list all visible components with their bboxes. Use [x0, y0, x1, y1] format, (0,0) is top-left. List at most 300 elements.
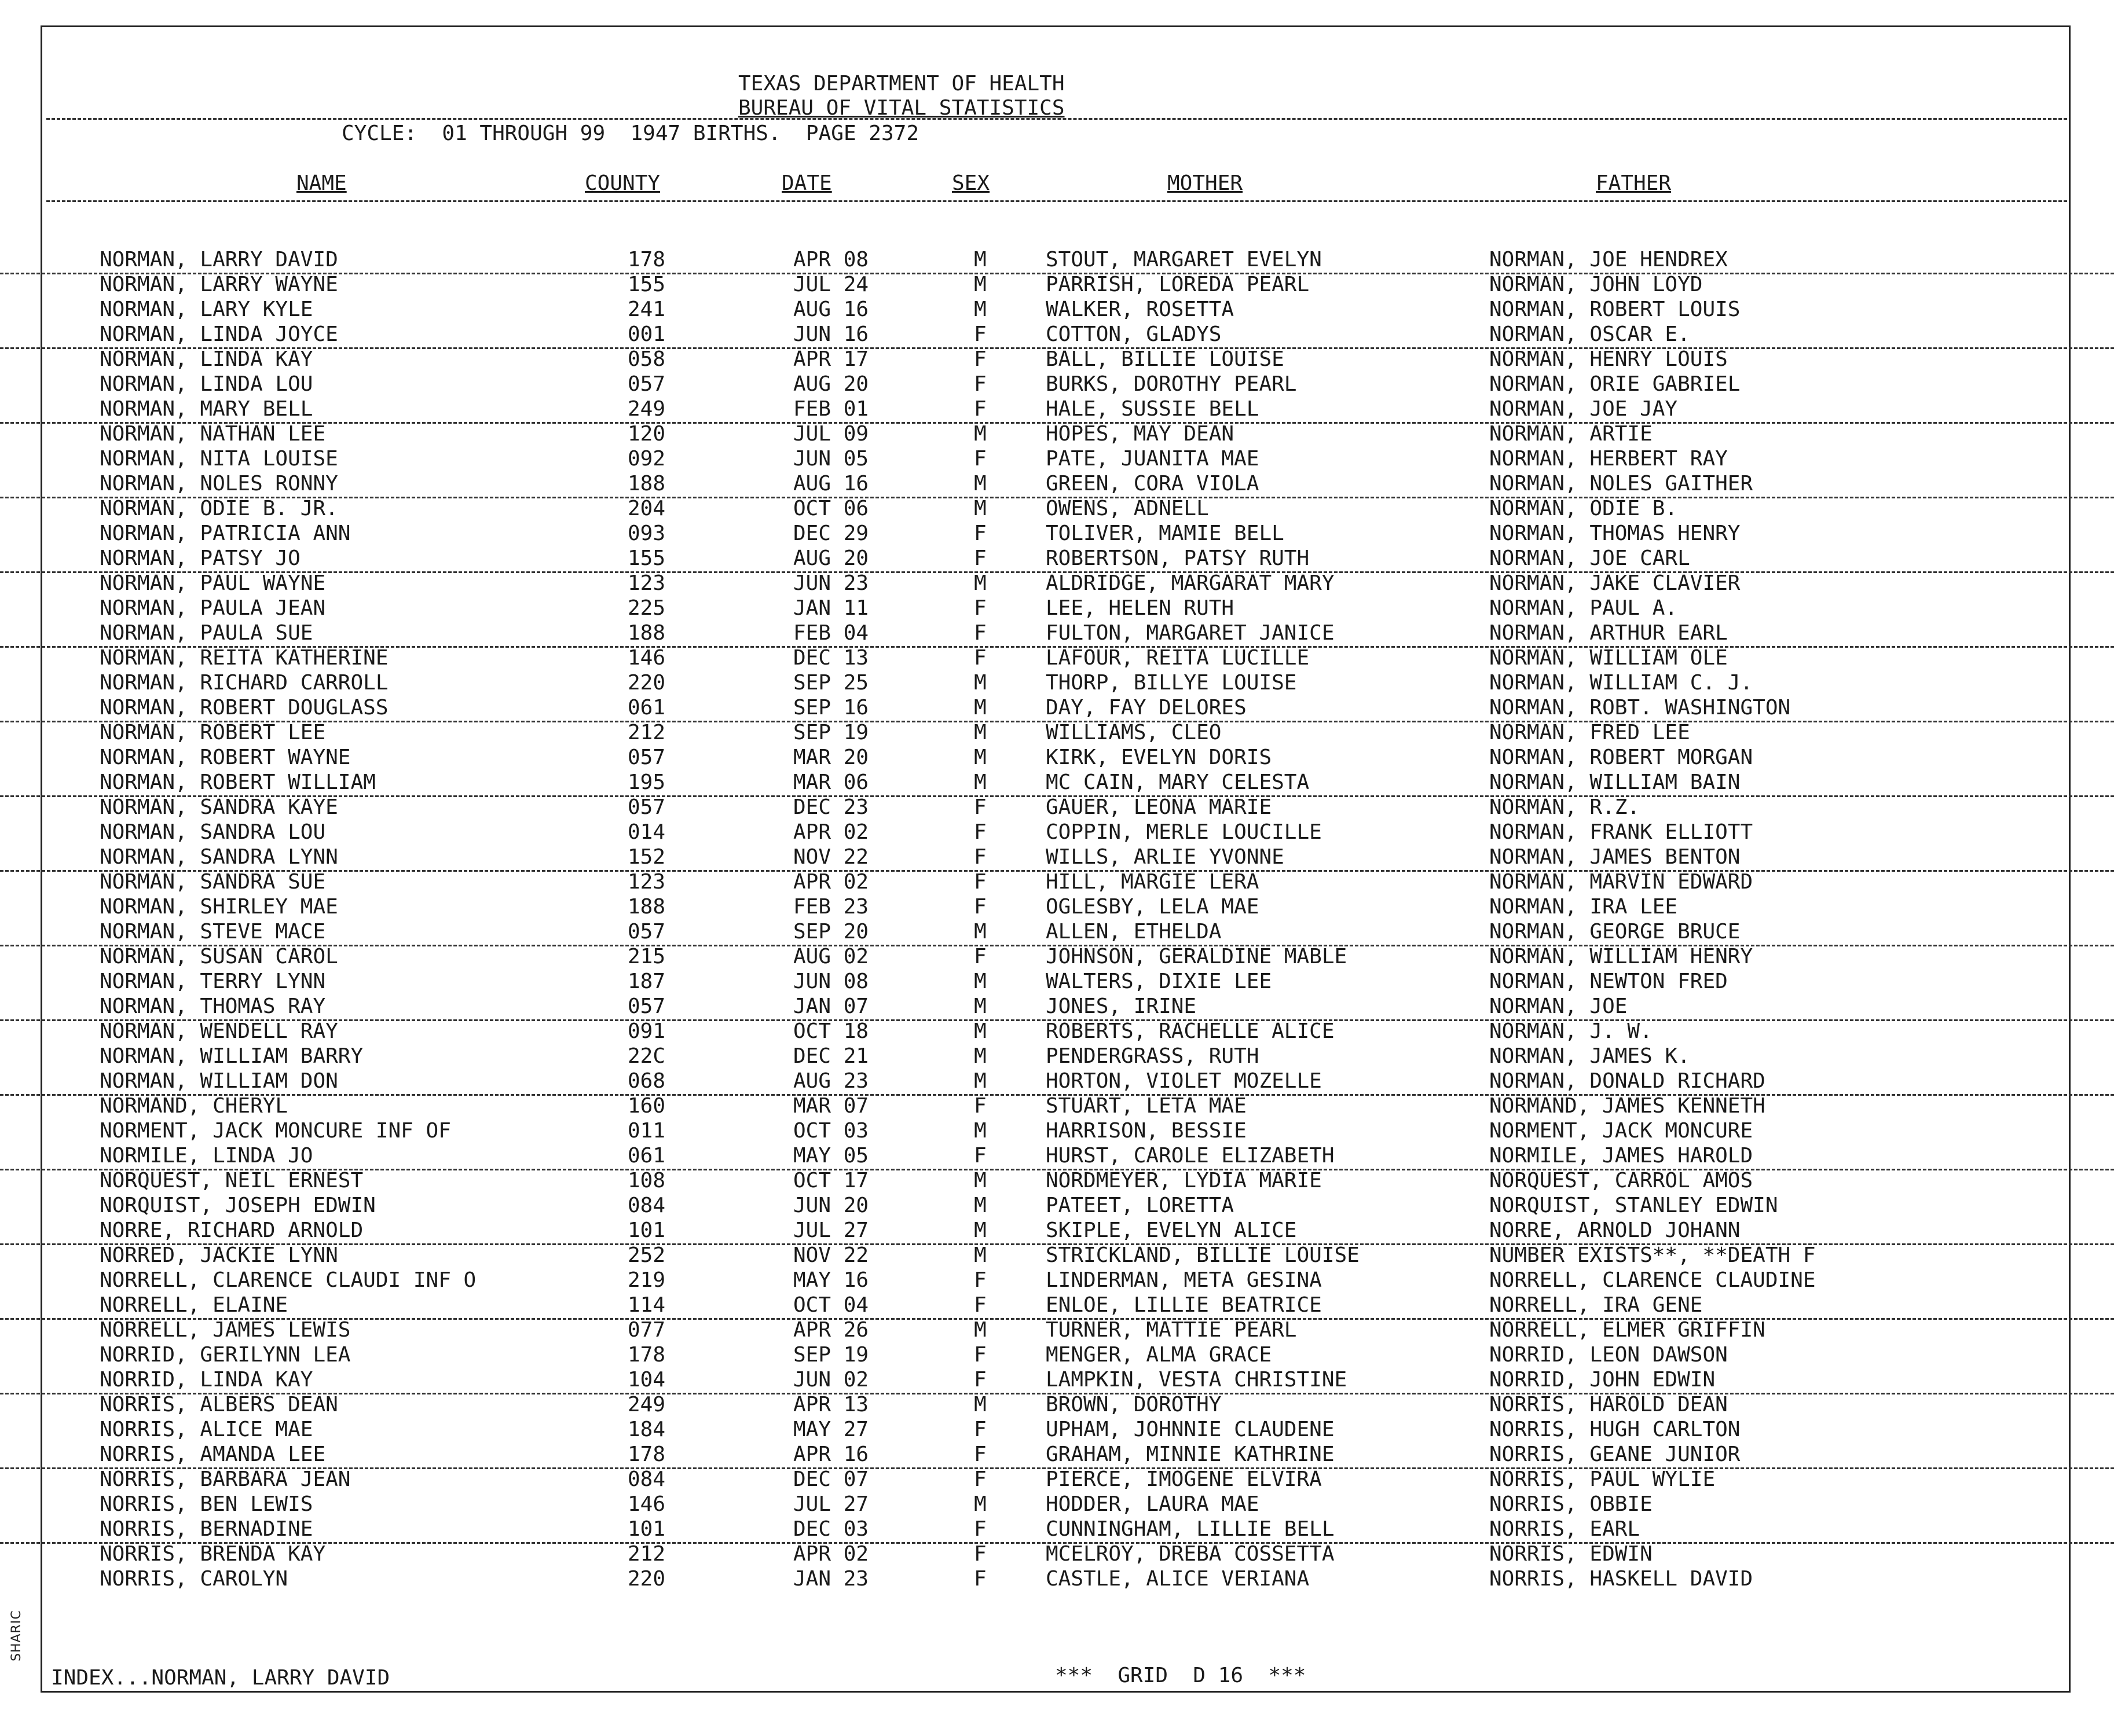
cell-sex: F [974, 1343, 987, 1367]
cell-county: 093 [628, 522, 666, 545]
cell-name: NORMENT, JACK MONCURE INF OF [100, 1119, 451, 1143]
cell-county: 123 [628, 571, 666, 595]
cell-date: APR 13 [793, 1393, 869, 1416]
cell-mother: HODDER, LAURA MAE [1046, 1492, 1259, 1516]
cell-mother: JONES, IRINE [1046, 994, 1197, 1018]
cycle-line: CYCLE: 01 THROUGH 99 1947 BIRTHS. PAGE 2372 [342, 122, 919, 145]
cell-county: 084 [628, 1467, 666, 1491]
table-row [0, 1268, 2114, 1293]
cell-father: NORMAN, HENRY LOUIS [1489, 347, 1728, 371]
cell-father: NORMAN, IRA LEE [1489, 895, 1678, 919]
cell-name: NORRELL, CLARENCE CLAUDI INF O [100, 1268, 477, 1292]
cell-sex: M [974, 970, 987, 993]
table-row [0, 422, 2114, 447]
cell-mother: GREEN, CORA VIOLA [1046, 472, 1259, 496]
cell-father: NORRID, JOHN EDWIN [1489, 1368, 1716, 1392]
cell-county: 011 [628, 1119, 666, 1143]
cell-father: NORQUEST, CARROL AMOS [1489, 1169, 1753, 1192]
cell-father: NORRIS, PAUL WYLIE [1489, 1467, 1716, 1491]
cell-county: 091 [628, 1019, 666, 1043]
table-row [0, 372, 2114, 397]
cell-date: OCT 06 [793, 497, 869, 520]
cell-sex: M [974, 1194, 987, 1217]
cell-county: 155 [628, 273, 666, 296]
col-header-date: DATE [782, 171, 832, 195]
table-row [0, 596, 2114, 621]
table-row [0, 1542, 2114, 1567]
cell-father: NORMAN, ARTHUR EARL [1489, 621, 1728, 645]
cell-county: 22C [628, 1044, 666, 1068]
cell-name: NORRELL, ELAINE [100, 1293, 288, 1317]
cell-name: NORMILE, LINDA JO [100, 1144, 313, 1168]
cell-date: NOV 22 [793, 1243, 869, 1267]
cell-father: NORMAN, JAMES BENTON [1489, 845, 1741, 869]
cell-county: 077 [628, 1318, 666, 1342]
cell-father: NORMAN, DONALD RICHARD [1489, 1069, 1765, 1093]
cell-county: 155 [628, 546, 666, 570]
cell-mother: ROBERTSON, PATSY RUTH [1046, 546, 1310, 570]
cell-sex: M [974, 472, 987, 496]
cell-date: DEC 21 [793, 1044, 869, 1068]
cell-sex: M [974, 1393, 987, 1416]
cell-name: NORMAN, SANDRA KAYE [100, 795, 338, 819]
cell-mother: HARRISON, BESSIE [1046, 1119, 1247, 1143]
cell-mother: NORDMEYER, LYDIA MARIE [1046, 1169, 1322, 1192]
cell-father: NORRIS, OBBIE [1489, 1492, 1653, 1516]
cell-date: JUN 20 [793, 1194, 869, 1217]
table-row [0, 546, 2114, 573]
cell-sex: F [974, 447, 987, 471]
cell-father: NORMAN, ODIE B. [1489, 497, 1678, 520]
cell-sex: M [974, 994, 987, 1018]
cell-sex: M [974, 422, 987, 446]
cell-father: NORMAN, MARVIN EDWARD [1489, 870, 1753, 894]
cell-sex: F [974, 1144, 987, 1168]
cell-sex: F [974, 820, 987, 844]
table-row [0, 1293, 2114, 1320]
cell-father: NORMAN, JOE JAY [1489, 397, 1678, 421]
col-header-name: NAME [296, 171, 347, 195]
cell-date: DEC 13 [793, 646, 869, 670]
cell-name: NORMAN, ROBERT WILLIAM [100, 770, 376, 794]
cell-mother: LINDERMAN, META GESINA [1046, 1268, 1322, 1292]
cell-mother: PATE, JUANITA MAE [1046, 447, 1259, 471]
cell-father: NORMAN, THOMAS HENRY [1489, 522, 1741, 545]
cell-mother: GAUER, LEONA MARIE [1046, 795, 1272, 819]
bureau-title: BUREAU OF VITAL STATISTICS [738, 96, 1065, 120]
table-row [0, 1218, 2114, 1245]
cell-date: MAR 07 [793, 1094, 869, 1118]
table-row [0, 522, 2114, 546]
cell-father: NORMAN, WILLIAM BAIN [1489, 770, 1741, 794]
cell-county: 178 [628, 248, 666, 271]
cell-county: 146 [628, 1492, 666, 1516]
cell-father: NORRIS, EDWIN [1489, 1542, 1653, 1566]
cell-name: NORRED, JACKIE LYNN [100, 1243, 338, 1267]
cell-mother: DAY, FAY DELORES [1046, 696, 1247, 720]
table-row [0, 472, 2114, 498]
cell-date: MAR 06 [793, 770, 869, 794]
cell-name: NORMAN, LINDA LOU [100, 372, 313, 396]
cell-county: 101 [628, 1517, 666, 1541]
cell-name: NORMAN, REITA KATHERINE [100, 646, 389, 670]
cell-sex: F [974, 945, 987, 968]
cell-father: NORMAN, ORIE GABRIEL [1489, 372, 1741, 396]
cell-name: NORRID, GERILYNN LEA [100, 1343, 351, 1367]
cell-date: MAY 05 [793, 1144, 869, 1168]
cell-father: NORMAN, GEORGE BRUCE [1489, 920, 1741, 944]
cell-name: NORMAN, PATRICIA ANN [100, 522, 351, 545]
cell-sex: F [974, 1542, 987, 1566]
cell-sex: F [974, 895, 987, 919]
cell-date: JUN 16 [793, 322, 869, 346]
table-row [0, 770, 2114, 797]
cell-father: NORRELL, CLARENCE CLAUDINE [1489, 1268, 1816, 1292]
cell-sex: F [974, 347, 987, 371]
cell-sex: M [974, 298, 987, 321]
col-header-county: COUNTY [585, 171, 661, 195]
table-row [0, 845, 2114, 872]
cell-sex: F [974, 372, 987, 396]
cell-date: AUG 20 [793, 546, 869, 570]
cell-name: NORMAN, LARRY WAYNE [100, 273, 338, 296]
cell-county: 220 [628, 1567, 666, 1591]
cell-name: NORMAN, ROBERT DOUGLASS [100, 696, 389, 720]
cell-date: APR 26 [793, 1318, 869, 1342]
table-row [0, 347, 2114, 372]
cell-father: NORMAN, ROBERT LOUIS [1489, 298, 1741, 321]
cell-date: JUN 23 [793, 571, 869, 595]
cell-mother: PATEET, LORETTA [1046, 1194, 1234, 1217]
cell-name: NORRIS, AMANDA LEE [100, 1443, 326, 1466]
cell-county: 120 [628, 422, 666, 446]
cell-sex: F [974, 870, 987, 894]
cell-mother: HILL, MARGIE LERA [1046, 870, 1259, 894]
cell-county: 057 [628, 795, 666, 819]
cell-name: NORMAN, WILLIAM DON [100, 1069, 338, 1093]
cell-name: NORMAN, LARRY DAVID [100, 248, 338, 271]
cell-sex: F [974, 522, 987, 545]
cell-mother: HOPES, MAY DEAN [1046, 422, 1234, 446]
cell-name: NORMAN, PATSY JO [100, 546, 301, 570]
cell-mother: WALKER, ROSETTA [1046, 298, 1234, 321]
cell-mother: TURNER, MATTIE PEARL [1046, 1318, 1297, 1342]
cell-mother: HALE, SUSSIE BELL [1046, 397, 1259, 421]
cell-father: NORMAN, WILLIAM OLE [1489, 646, 1728, 670]
cell-date: DEC 29 [793, 522, 869, 545]
cell-mother: WILLS, ARLIE YVONNE [1046, 845, 1284, 869]
cell-date: SEP 16 [793, 696, 869, 720]
cell-sex: M [974, 696, 987, 720]
cell-county: 152 [628, 845, 666, 869]
cell-sex: M [974, 721, 987, 744]
cell-sex: F [974, 1268, 987, 1292]
cell-name: NORMAN, THOMAS RAY [100, 994, 326, 1018]
cell-name: NORRIS, BEN LEWIS [100, 1492, 313, 1516]
cell-father: NORMAN, FRED LEE [1489, 721, 1690, 744]
cell-date: OCT 17 [793, 1169, 869, 1192]
cell-mother: MENGER, ALMA GRACE [1046, 1343, 1272, 1367]
cell-mother: PIERCE, IMOGENE ELVIRA [1046, 1467, 1322, 1491]
cell-date: SEP 19 [793, 1343, 869, 1367]
cell-mother: BURKS, DOROTHY PEARL [1046, 372, 1297, 396]
cell-mother: LAMPKIN, VESTA CHRISTINE [1046, 1368, 1347, 1392]
table-row [0, 1443, 2114, 1469]
table-row [0, 1368, 2114, 1394]
cell-mother: COPPIN, MERLE LOUCILLE [1046, 820, 1322, 844]
cell-mother: ALLEN, ETHELDA [1046, 920, 1222, 944]
cell-sex: M [974, 671, 987, 695]
cell-county: 114 [628, 1293, 666, 1317]
cell-county: 057 [628, 746, 666, 769]
cell-mother: OGLESBY, LELA MAE [1046, 895, 1259, 919]
cell-sex: F [974, 546, 987, 570]
grid-footer: *** GRID D 16 *** [1055, 1664, 1306, 1687]
cell-name: NORMAN, RICHARD CARROLL [100, 671, 389, 695]
cell-father: NORRIS, EARL [1489, 1517, 1640, 1541]
cell-sex: F [974, 1517, 987, 1541]
cell-sex: M [974, 497, 987, 520]
table-row [0, 1517, 2114, 1544]
table-row [0, 1169, 2114, 1194]
cell-date: OCT 03 [793, 1119, 869, 1143]
cell-name: NORMAN, STEVE MACE [100, 920, 326, 944]
cell-sex: F [974, 322, 987, 346]
cell-date: JUL 09 [793, 422, 869, 446]
table-row [0, 497, 2114, 522]
cell-father: NORMAN, NOLES GAITHER [1489, 472, 1753, 496]
cell-mother: ALDRIDGE, MARGARAT MARY [1046, 571, 1335, 595]
cell-sex: M [974, 248, 987, 271]
cell-county: 188 [628, 895, 666, 919]
cell-father: NORQUIST, STANLEY EDWIN [1489, 1194, 1778, 1217]
cell-county: 241 [628, 298, 666, 321]
cell-mother: ENLOE, LILLIE BEATRICE [1046, 1293, 1322, 1317]
cell-county: 220 [628, 671, 666, 695]
cell-father: NORMAN, WILLIAM HENRY [1489, 945, 1753, 968]
cell-date: FEB 01 [793, 397, 869, 421]
cell-sex: M [974, 1044, 987, 1068]
cell-county: 252 [628, 1243, 666, 1267]
cell-county: 001 [628, 322, 666, 346]
cell-mother: PARRISH, LOREDA PEARL [1046, 273, 1310, 296]
table-row [0, 1343, 2114, 1368]
cell-date: MAY 16 [793, 1268, 869, 1292]
table-row [0, 970, 2114, 994]
cell-date: APR 08 [793, 248, 869, 271]
cell-mother: LAFOUR, REITA LUCILLE [1046, 646, 1310, 670]
cell-date: APR 16 [793, 1443, 869, 1466]
cell-county: 146 [628, 646, 666, 670]
table-row [0, 1094, 2114, 1119]
cell-father: NORMAN, R.Z. [1489, 795, 1640, 819]
cell-county: 219 [628, 1268, 666, 1292]
cell-county: 249 [628, 397, 666, 421]
cell-name: NORMAN, ROBERT LEE [100, 721, 326, 744]
cell-father: NORRE, ARNOLD JOHANN [1489, 1218, 1741, 1242]
cell-name: NORRIS, ALICE MAE [100, 1418, 313, 1441]
cell-sex: M [974, 770, 987, 794]
cell-mother: STRICKLAND, BILLIE LOUISE [1046, 1243, 1360, 1267]
cell-date: JUN 05 [793, 447, 869, 471]
cell-date: JAN 07 [793, 994, 869, 1018]
cell-sex: F [974, 1443, 987, 1466]
table-row [0, 1044, 2114, 1069]
cell-father: NUMBER EXISTS**, **DEATH F [1489, 1243, 1816, 1267]
cell-county: 104 [628, 1368, 666, 1392]
cell-mother: BALL, BILLIE LOUISE [1046, 347, 1284, 371]
cell-father: NORMAN, JAMES K. [1489, 1044, 1690, 1068]
cell-father: NORMAN, JOHN LOYD [1489, 273, 1703, 296]
cell-sex: M [974, 571, 987, 595]
index-footer: INDEX...NORMAN, LARRY DAVID [51, 1666, 390, 1690]
cell-sex: F [974, 845, 987, 869]
cell-mother: ROBERTS, RACHELLE ALICE [1046, 1019, 1335, 1043]
table-row [0, 671, 2114, 696]
cell-sex: M [974, 1218, 987, 1242]
cell-county: 225 [628, 596, 666, 620]
table-row [0, 1069, 2114, 1096]
cell-sex: M [974, 1318, 987, 1342]
cell-father: NORMAN, NEWTON FRED [1489, 970, 1728, 993]
cell-name: NORMAN, WENDELL RAY [100, 1019, 338, 1043]
cell-name: NORQUEST, NEIL ERNEST [100, 1169, 364, 1192]
cell-name: NORMAN, SANDRA LYNN [100, 845, 338, 869]
table-row [0, 920, 2114, 946]
table-row [0, 1467, 2114, 1492]
cell-sex: F [974, 1418, 987, 1441]
table-row [0, 248, 2114, 274]
cell-county: 187 [628, 970, 666, 993]
cell-father: NORMENT, JACK MONCURE [1489, 1119, 1753, 1143]
cell-date: MAY 27 [793, 1418, 869, 1441]
cell-mother: HURST, CAROLE ELIZABETH [1046, 1144, 1335, 1168]
cell-father: NORMAN, PAUL A. [1489, 596, 1678, 620]
cell-father: NORMAN, ROBERT MORGAN [1489, 746, 1753, 769]
cell-date: DEC 03 [793, 1517, 869, 1541]
table-row [0, 870, 2114, 895]
cell-name: NORRIS, BARBARA JEAN [100, 1467, 351, 1491]
cell-county: 058 [628, 347, 666, 371]
cell-sex: F [974, 1094, 987, 1118]
side-label: SHARIC [9, 1610, 24, 1661]
cell-date: APR 02 [793, 820, 869, 844]
cell-county: 057 [628, 372, 666, 396]
cell-father: NORMAND, JAMES KENNETH [1489, 1094, 1765, 1118]
cell-mother: JOHNSON, GERALDINE MABLE [1046, 945, 1347, 968]
cell-name: NORRE, RICHARD ARNOLD [100, 1218, 364, 1242]
cell-sex: F [974, 596, 987, 620]
cell-name: NORRIS, BRENDA KAY [100, 1542, 326, 1566]
table-row [0, 1567, 2114, 1592]
cell-name: NORMAN, ROBERT WAYNE [100, 746, 351, 769]
cell-date: SEP 25 [793, 671, 869, 695]
cell-name: NORRIS, BERNADINE [100, 1517, 313, 1541]
cell-sex: F [974, 646, 987, 670]
cell-county: 084 [628, 1194, 666, 1217]
cell-county: 249 [628, 1393, 666, 1416]
cell-date: APR 02 [793, 1542, 869, 1566]
cell-county: 212 [628, 721, 666, 744]
cell-mother: TOLIVER, MAMIE BELL [1046, 522, 1284, 545]
cell-mother: CUNNINGHAM, LILLIE BELL [1046, 1517, 1335, 1541]
cell-sex: F [974, 795, 987, 819]
cell-county: 184 [628, 1418, 666, 1441]
cell-mother: HORTON, VIOLET MOZELLE [1046, 1069, 1322, 1093]
cell-name: NORQUIST, JOSEPH EDWIN [100, 1194, 376, 1217]
cell-father: NORRIS, GEANE JUNIOR [1489, 1443, 1741, 1466]
cell-father: NORMAN, JOE [1489, 994, 1628, 1018]
cell-name: NORMAN, SANDRA SUE [100, 870, 326, 894]
cell-mother: OWENS, ADNELL [1046, 497, 1209, 520]
cell-mother: UPHAM, JOHNNIE CLAUDENE [1046, 1418, 1335, 1441]
cell-mother: PENDERGRASS, RUTH [1046, 1044, 1259, 1068]
cell-date: AUG 16 [793, 472, 869, 496]
cell-county: 178 [628, 1443, 666, 1466]
cell-name: NORMAN, NITA LOUISE [100, 447, 338, 471]
cell-sex: M [974, 273, 987, 296]
cell-name: NORMAND, CHERYL [100, 1094, 288, 1118]
cell-county: 195 [628, 770, 666, 794]
cell-mother: MC CAIN, MARY CELESTA [1046, 770, 1310, 794]
table-row [0, 945, 2114, 970]
cell-name: NORMAN, PAULA SUE [100, 621, 313, 645]
cell-father: NORRIS, HASKELL DAVID [1489, 1567, 1753, 1591]
cell-date: APR 17 [793, 347, 869, 371]
cell-name: NORRID, LINDA KAY [100, 1368, 313, 1392]
cell-mother: KIRK, EVELYN DORIS [1046, 746, 1272, 769]
cell-name: NORRIS, ALBERS DEAN [100, 1393, 338, 1416]
cell-county: 188 [628, 621, 666, 645]
cell-date: JAN 23 [793, 1567, 869, 1591]
table-row [0, 621, 2114, 648]
table-row [0, 1243, 2114, 1268]
cell-father: NORMILE, JAMES HAROLD [1489, 1144, 1753, 1168]
cell-date: APR 02 [793, 870, 869, 894]
table-row [0, 1194, 2114, 1218]
cell-sex: F [974, 1368, 987, 1392]
cell-date: AUG 02 [793, 945, 869, 968]
col-header-father: FATHER [1596, 171, 1672, 195]
cell-date: JUN 08 [793, 970, 869, 993]
cell-name: NORMAN, WILLIAM BARRY [100, 1044, 364, 1068]
cell-sex: F [974, 1467, 987, 1491]
cell-sex: F [974, 1293, 987, 1317]
cell-county: 061 [628, 696, 666, 720]
cell-sex: M [974, 1169, 987, 1192]
cell-sex: M [974, 1119, 987, 1143]
cell-county: 014 [628, 820, 666, 844]
cell-father: NORMAN, J. W. [1489, 1019, 1653, 1043]
cell-mother: STOUT, MARGARET EVELYN [1046, 248, 1322, 271]
table-row [0, 1019, 2114, 1044]
table-row [0, 696, 2114, 722]
cell-sex: F [974, 621, 987, 645]
cell-date: JUL 24 [793, 273, 869, 296]
cell-name: NORMAN, TERRY LYNN [100, 970, 326, 993]
cell-date: JUL 27 [793, 1218, 869, 1242]
cell-date: DEC 07 [793, 1467, 869, 1491]
table-row [0, 746, 2114, 770]
cell-county: 215 [628, 945, 666, 968]
cell-sex: F [974, 1567, 987, 1591]
cell-father: NORRIS, HUGH CARLTON [1489, 1418, 1741, 1441]
cell-mother: WILLIAMS, CLEO [1046, 721, 1222, 744]
cell-date: SEP 20 [793, 920, 869, 944]
cell-date: AUG 20 [793, 372, 869, 396]
cell-county: 178 [628, 1343, 666, 1367]
cell-county: 057 [628, 994, 666, 1018]
